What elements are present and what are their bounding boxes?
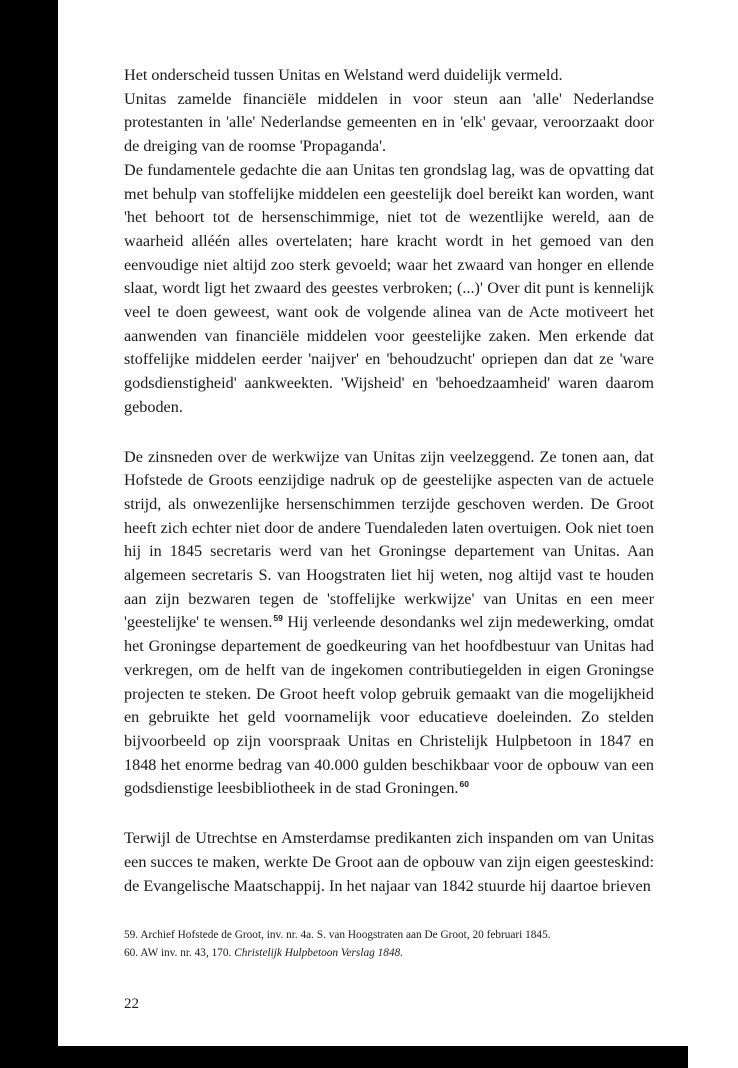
paragraph-5: Terwijl de Utrechtse en Amsterdamse predikanten zich inspanden om van Unitas een succes te maken, werkte De Groot aan de opbouw van zijn eigen geesteskind: de Evangelische Maatschappij. In het najaar van 1842 stuurde hij daartoe brieven xyxy=(124,829,654,895)
paragraph-4-part-2: Hij verleende desondanks wel zijn medewerking, omdat het Groningse departement de goedkeuring van het hoofdbestuur van Unitas had verkregen, om de helft van de ingekomen contributiegelden in eigen Groningse projecten te steken. De Groot heeft volop gebruik gemaakt van die mogelijkheid en gebruikte het geld voornamelijk voor educatieve doeleinden. Zo stelden bijvoorbeeld op zijn voorspraak Unitas en Christelijk Hulpbetoon in 1847 en 1848 het enorme bedrag van 40.000 gulden beschikbaar voor de opbouw van een godsdienstige leesbibliotheek in de stad Groningen. xyxy=(124,613,655,798)
footnote-59: 59. Archief Hofstede de Groot, inv. nr. 4a. S. van Hoogstraten aan De Groot, 20 februari 1845. xyxy=(124,929,551,942)
paragraph-spacer xyxy=(124,420,654,446)
scan-border-bottom xyxy=(0,1046,688,1068)
page-number: 22 xyxy=(124,996,139,1013)
paragraph-4 xyxy=(124,446,654,802)
footnote-60-title: Christelijk Hulpbetoon Verslag 1848. xyxy=(234,947,404,960)
paragraph-3: De fundamentele gedachte die aan Unitas ten grondslag lag, was de opvatting dat met behulp van stoffelijke middelen een geestelijk doel bereikt kan worden, want 'het behoort tot de hersenschimmige, niet tot de wezentlijke wereld, aan de waarheid alléén alles overtelaten; hare kracht wordt in het gemoed van den eenvoudige niet altijd zoo sterk gevoeld; waar het zwaard van honger en ellende slaat, wordt ligt het zwaard des geestes verbroken; (...)' Over dit punt is kennelijk veel te doen geweest, want ook de volgende alinea van de Acte motiveert het aanwenden van financiële middelen voor geestelijke zaken. Men erkende dat stoffelijke middelen eerder 'naijver' en 'behoudzucht' opriepen dan dat ze 'ware godsdienstigheid' aankweekten. 'Wijsheid' en 'behoedzaamheid' waren daarom geboden. xyxy=(124,160,654,416)
footnote-ref-60: 60 xyxy=(459,779,469,790)
paragraph-spacer xyxy=(124,801,654,827)
footnote-60 xyxy=(124,944,654,962)
body-text-block-1 xyxy=(124,64,654,420)
document-page xyxy=(124,64,654,1013)
footnote-ref-59: 59 xyxy=(273,613,283,624)
body-text-block-2 xyxy=(124,446,654,802)
body-text-block-3 xyxy=(124,827,654,898)
footnote-60-text: 60. AW inv. nr. 43, 170. xyxy=(124,947,235,960)
paragraph-2: Unitas zamelde financiële middelen in voor steun aan 'alle' Nederlandse protestanten in 'alle' Nederlandse gemeenten en in 'elk' gevaar, veroorzaakt door de dreiging van de roomse 'Propaganda'. xyxy=(124,89,654,156)
footnotes xyxy=(124,926,654,962)
paragraph-4-part-1: De zinsneden over de werkwijze van Unitas zijn veelzeggend. Ze tonen aan, dat Hofstede de Groots eenzijdige nadruk op de geestelijke aspecten van de actuele strijd, als onwezenlijke hersenschimmen terzijde geschoven werden. De Groot heeft zich echter niet door de andere Tuendaleden laten overtuigen. Ook niet toen hij in 1845 secretaris werd van het Groningse departement van Unitas. Aan algemeen secretaris S. van Hoogstraten liet hij weten, nog altijd vast te houden aan zijn bezwaren tegen de 'stoffelijke werkwijze' van Unitas en een meer 'geestelijke' te wensen. xyxy=(124,447,654,632)
scan-border-left xyxy=(0,0,58,1068)
paragraph-1: Het onderscheid tussen Unitas en Welstand werd duidelijk vermeld. xyxy=(124,66,563,84)
